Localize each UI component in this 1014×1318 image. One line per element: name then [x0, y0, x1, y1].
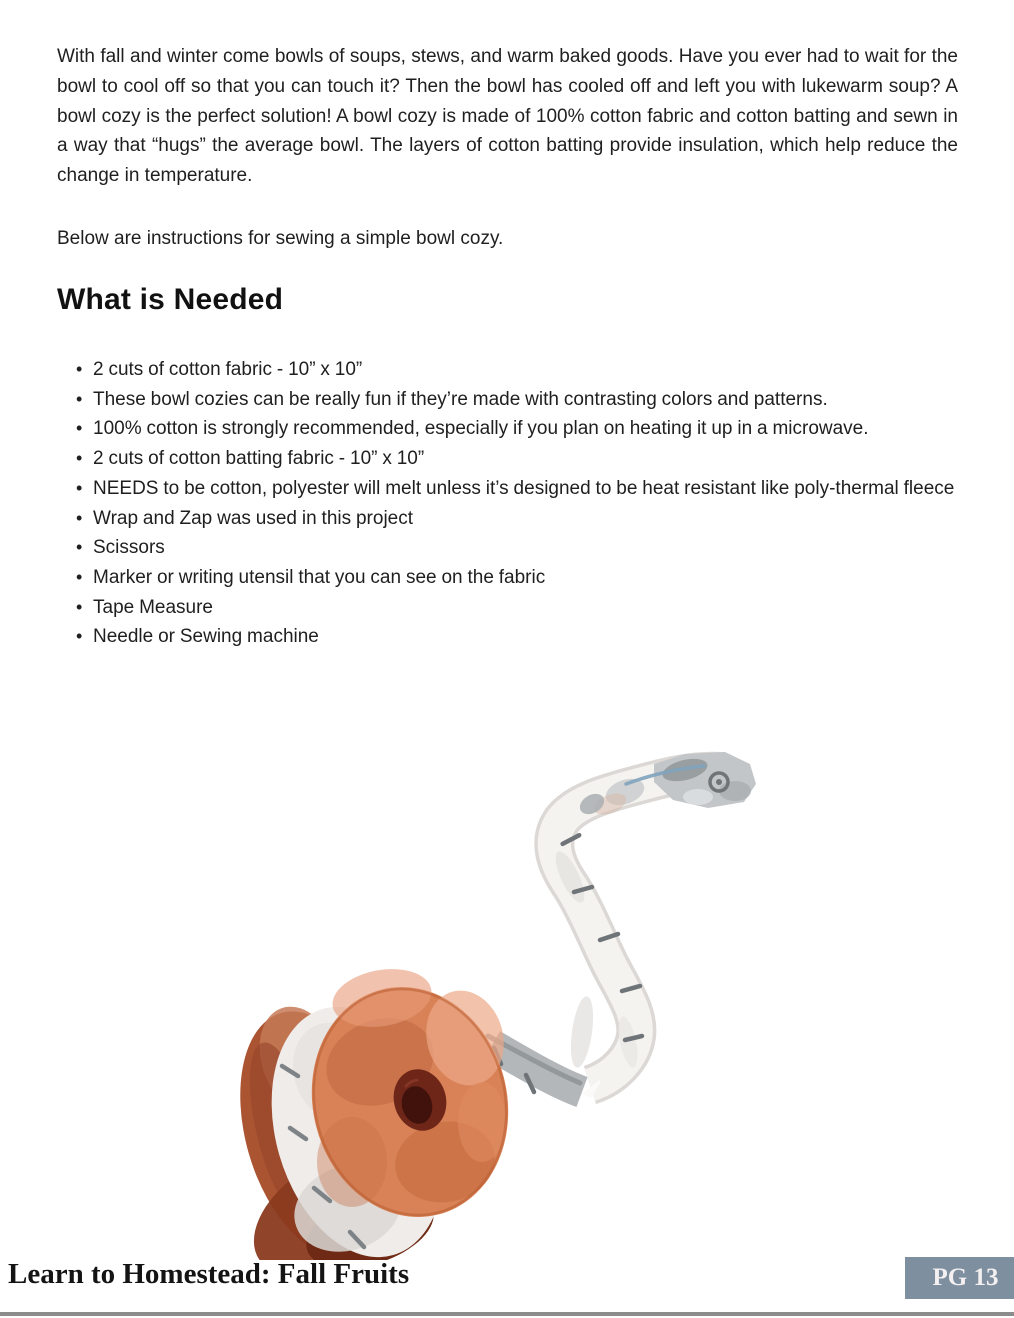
section-heading: What is Needed — [57, 283, 284, 316]
bottom-rule — [0, 1312, 1014, 1316]
list-item: • Marker or writing utensil that you can see on the fabric — [93, 563, 957, 593]
list-item: • NEEDS to be cotton, polyester will melt unless it’s designed to be heat resistant like poly-thermal fleece — [93, 474, 957, 504]
list-item: • 2 cuts of cotton fabric - 10” x 10” — [93, 355, 957, 385]
footer-book-title: Learn to Homestead: Fall Fruits — [8, 1258, 410, 1290]
list-item: • Scissors — [93, 533, 957, 563]
list-item: • Wrap and Zap was used in this project — [93, 504, 957, 534]
tape-spool — [230, 962, 532, 1260]
intro-paragraph: With fall and winter come bowls of soups, stews, and warm baked goods. Have you ever had to wait for the bowl to cool off so that you can touch it? Then the bowl has cooled off and left you with lukewarm soup? A bowl cozy is the perfect solution! A bowl cozy is made of 100% cotton fabric and cotton batting and sewn in a way that “hugs” the average bowl. The layers of cotton batting provide insulation, which help reduce the change in temperature. — [57, 46, 958, 187]
materials-list — [93, 355, 957, 652]
tape-ribbon — [488, 772, 722, 1098]
list-item: • 2 cuts of cotton batting fabric - 10” x 10” — [93, 444, 957, 474]
list-item: • These bowl cozies can be really fun if they’re made with contrasting colors and patterns. — [93, 385, 957, 415]
list-item: • 100% cotton is strongly recommended, especially if you plan on heating it up in a microwave. — [93, 414, 957, 444]
list-item: • Tape Measure — [93, 593, 957, 623]
lead-in-paragraph: Below are instructions for sewing a simple bowl cozy. — [57, 228, 504, 249]
list-item: • Needle or Sewing machine — [93, 622, 957, 652]
tape-measure-illustration — [230, 742, 790, 1260]
page-number-badge: PG 13 — [905, 1257, 1014, 1299]
